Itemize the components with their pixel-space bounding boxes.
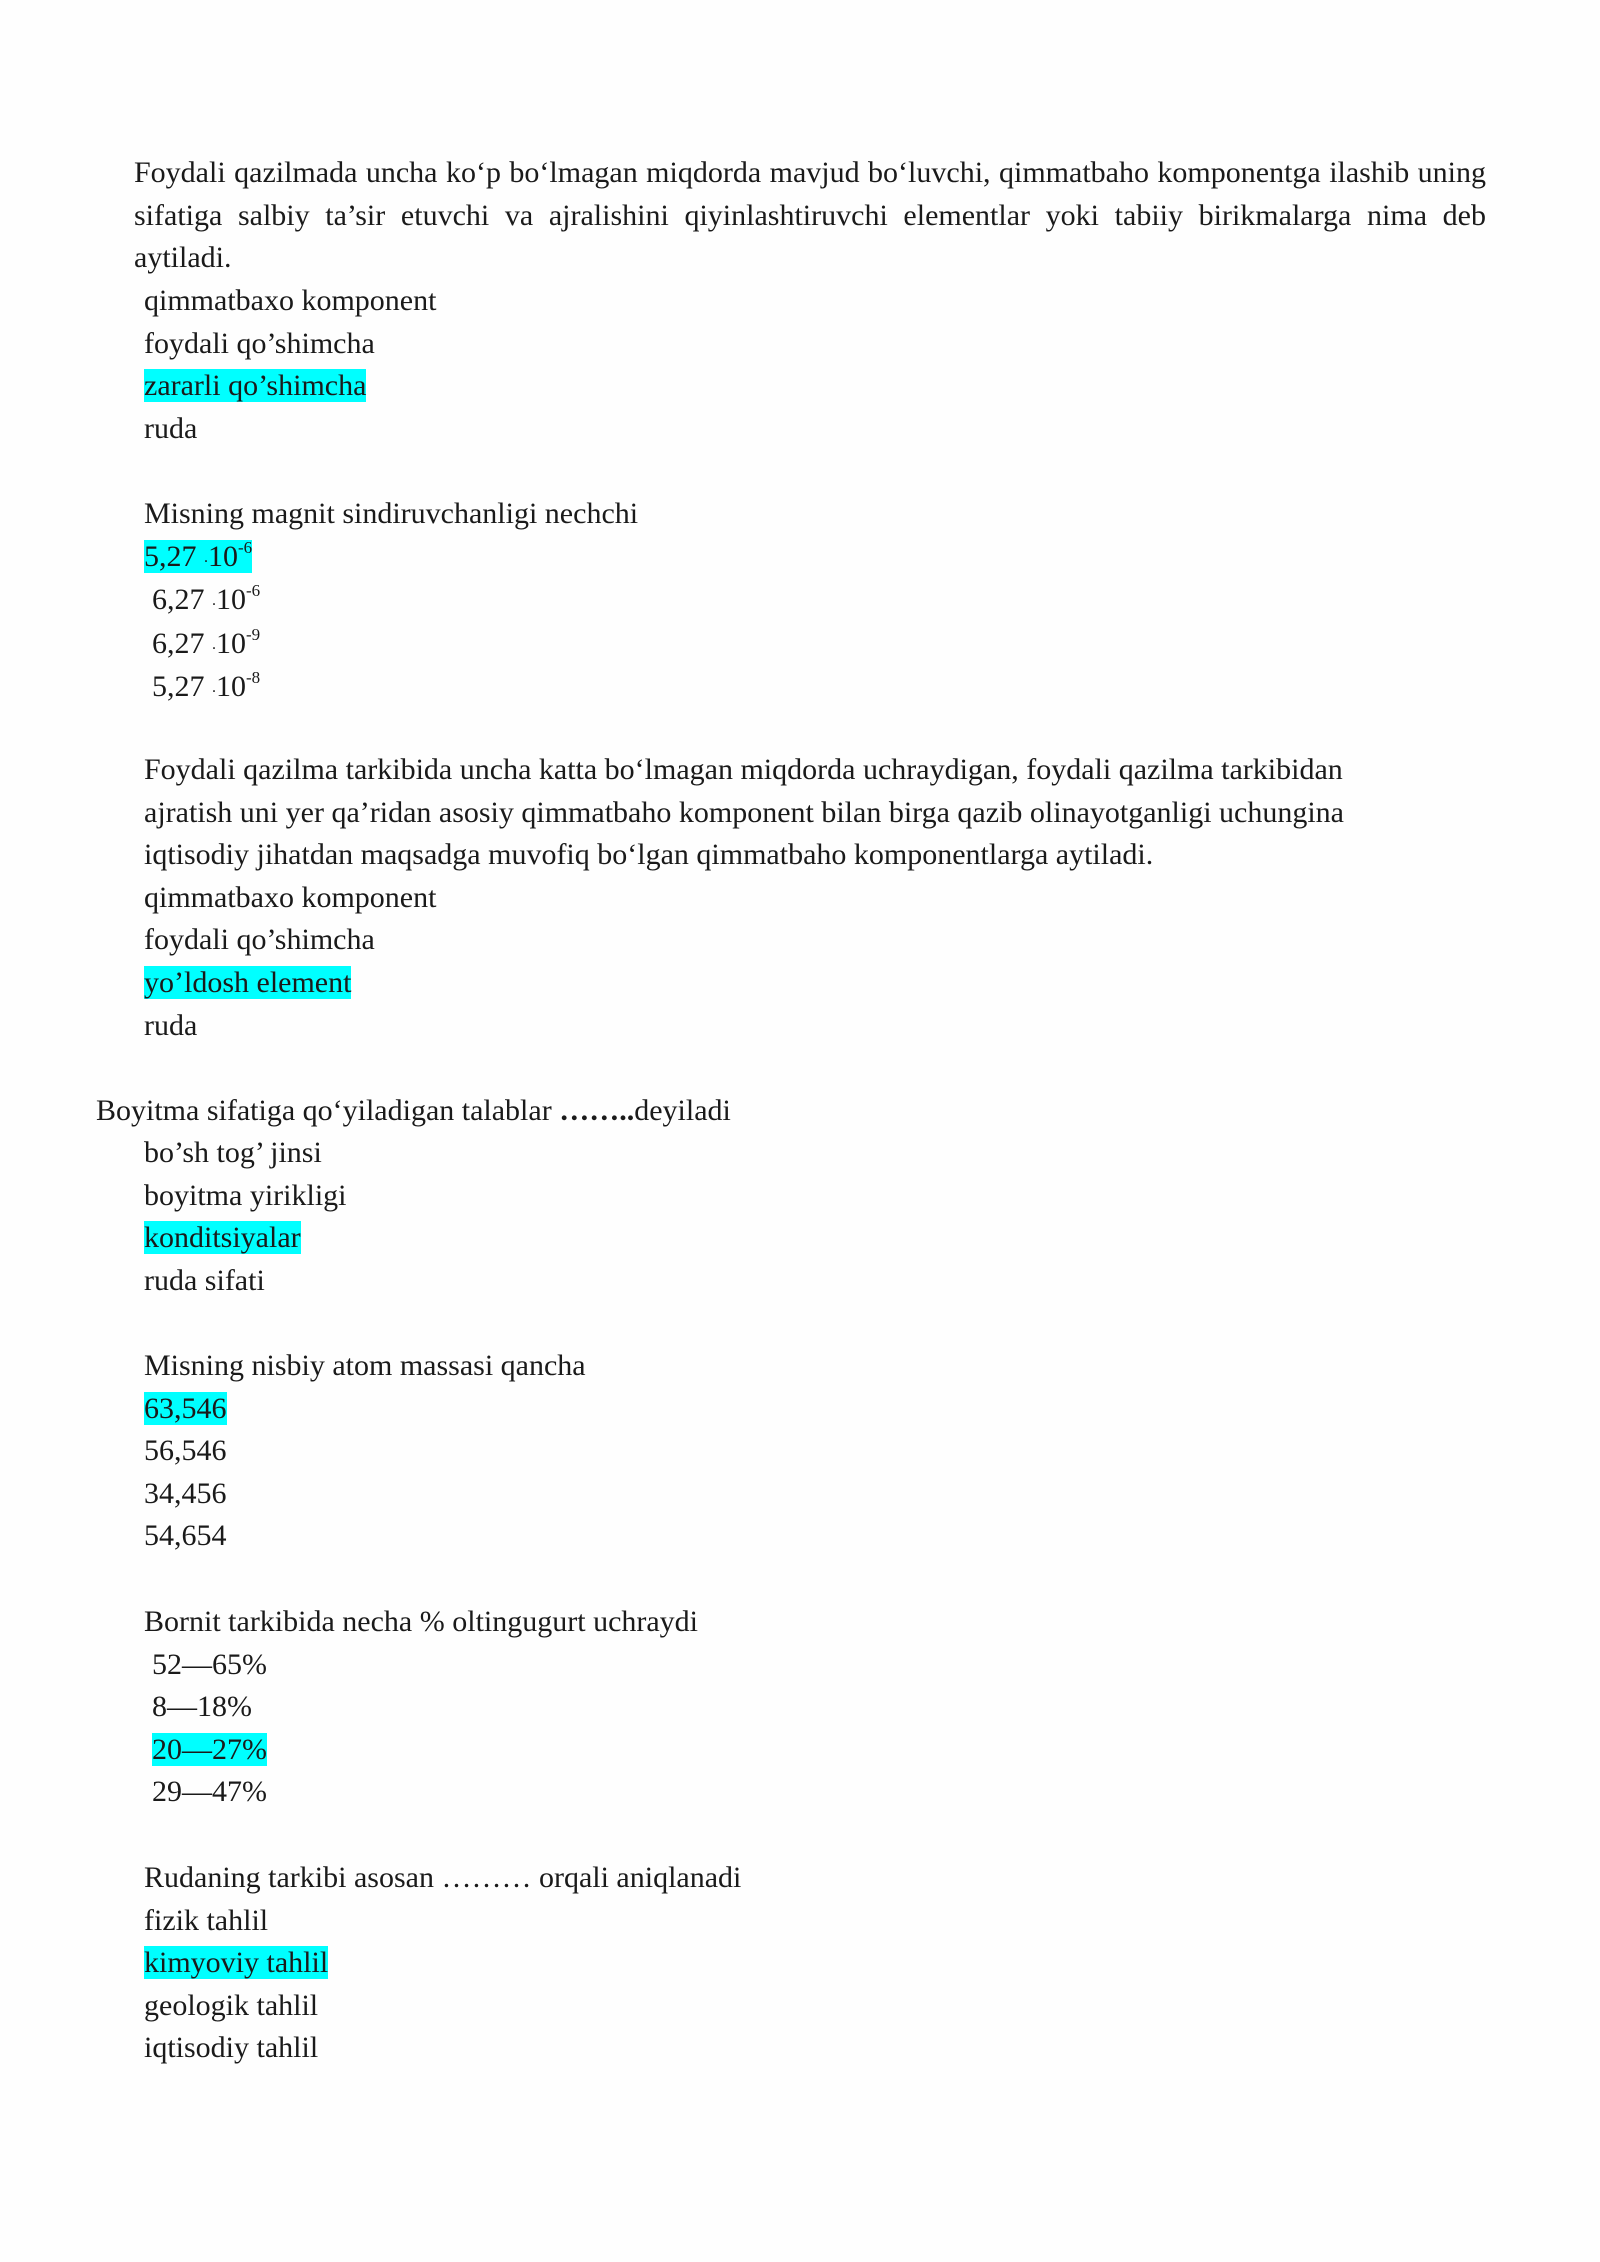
- option-dot: .: [204, 548, 208, 566]
- option-correct: 63,546: [144, 1391, 227, 1425]
- question-3-text-line: Foydali qazilma tarkibida uncha katta boʻlmagan miqdorda uchraydigan, foydali qazilma tarkibidan: [144, 753, 1343, 786]
- question-7-text: Rudaning tarkibi asosan ……… orqali aniqlanadi: [144, 1861, 742, 1894]
- option: ruda: [144, 1008, 198, 1042]
- question-5-text: Misning nisbiy atom massasi qancha: [144, 1349, 586, 1382]
- option: 52—65%: [152, 1647, 267, 1681]
- option: 6,27 $.10^{-9}$: [152, 624, 261, 660]
- option-correct: zararli qo’shimcha: [144, 369, 367, 403]
- question-3: [144, 749, 1344, 1047]
- option: bo’sh tog’ jinsi: [144, 1136, 322, 1169]
- option: geologik tahlil: [144, 1988, 319, 2022]
- option: qimmatbaxo komponent: [144, 284, 437, 317]
- option-base: 10: [208, 539, 238, 573]
- question-1-options: [144, 280, 436, 450]
- option: fizik tahlil: [144, 1903, 269, 1937]
- option-correct: [144, 537, 253, 573]
- question-5: [144, 1345, 586, 1558]
- option: foydali qo’shimcha: [144, 326, 375, 360]
- option-mantissa: 5,27: [144, 539, 197, 573]
- option: 34,456: [144, 1476, 227, 1510]
- option: 54,654: [144, 1519, 227, 1553]
- question-3-text-line: ajratish uni yer qa’ridan asosiy qimmatbaho komponent bilan birga qazib olinayotganligi uchungina: [144, 795, 1344, 829]
- question-2-text: Misning magnit sindiruvchanligi nechchi: [144, 497, 639, 530]
- option-exponent: -6: [238, 537, 253, 557]
- question-1-text: Foydali qazilmada uncha koʻp boʻlmagan miqdorda mavjud boʻluvchi, qimmatbaho komponentga ilashib uning sifatiga salbiy ta’sir etuvchi va ajralishini qiyinlashtiruvchi elementlar yoki tabiiy birikmalarga nima deb aytiladi.: [134, 156, 1486, 275]
- option-correct: kimyoviy tahlil: [144, 1946, 329, 1980]
- option: iqtisodiy tahlil: [144, 2031, 319, 2065]
- option: 29—47%: [152, 1775, 267, 1809]
- question-4-text: Boyitma sifatiga qoʻyiladigan talablar ……..deyiladi: [96, 1094, 731, 1127]
- option: boyitma yirikligi: [144, 1178, 347, 1212]
- option: 56,546: [144, 1434, 227, 1468]
- option: ruda: [144, 411, 198, 445]
- option: 8—18%: [152, 1690, 252, 1724]
- option: ruda sifati: [144, 1263, 265, 1297]
- option: 6,27 $.10^{-6}$: [152, 581, 261, 617]
- option-correct: 20—27%: [152, 1732, 267, 1766]
- option: qimmatbaxo komponent: [144, 880, 437, 914]
- question-6-text: Bornit tarkibida necha % oltingugurt uchraydi: [144, 1605, 699, 1638]
- question-1: [134, 152, 1486, 280]
- question-6: [144, 1601, 698, 1814]
- option: foydali qo’shimcha: [144, 923, 375, 957]
- option-correct: konditsiyalar: [144, 1221, 301, 1255]
- question-4: [96, 1090, 731, 1133]
- question-7: [144, 1857, 741, 2070]
- question-2: [144, 493, 638, 710]
- question-3-text-line: iqtisodiy jihatdan maqsadga muvofiq boʻlgan qimmatbaho komponentlarga aytiladi.: [144, 838, 1154, 872]
- question-4-options: [144, 1132, 347, 1302]
- option: 5,27 $.10^{-8}$: [152, 668, 261, 704]
- option-correct: yo’ldosh element: [144, 965, 352, 999]
